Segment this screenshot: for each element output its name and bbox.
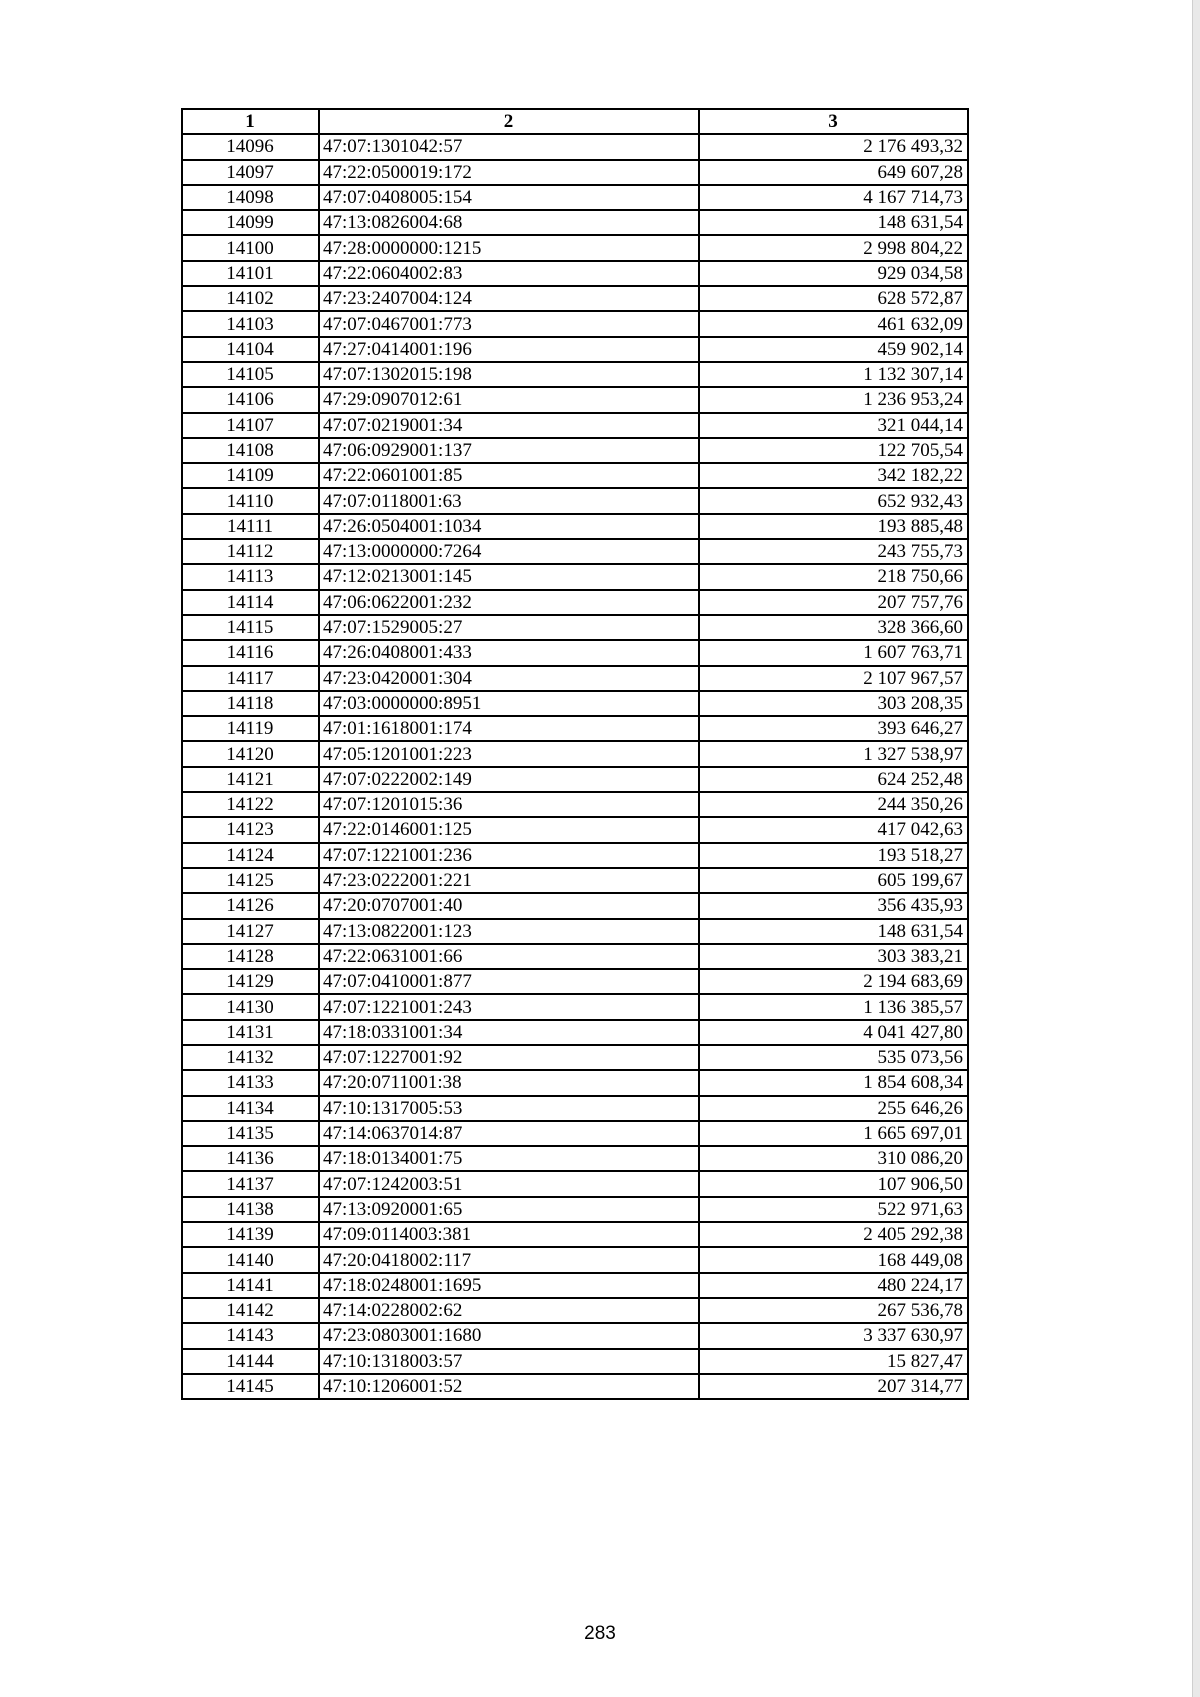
cadastral-number-cell: 47:26:0408001:433	[319, 640, 699, 665]
cadastral-number-cell: 47:26:0504001:1034	[319, 514, 699, 539]
cadastral-number-cell: 47:13:0822001:123	[319, 919, 699, 944]
cadastral-number-cell: 47:03:0000000:8951	[319, 691, 699, 716]
column-header-3: 3	[699, 109, 968, 134]
row-number-cell: 14107	[182, 413, 319, 438]
table-row	[182, 438, 968, 463]
table-row	[182, 261, 968, 286]
cadastral-number-cell: 47:18:0134001:75	[319, 1146, 699, 1171]
cadastral-number-cell: 47:07:1301042:57	[319, 134, 699, 159]
cadastral-number-cell: 47:14:0637014:87	[319, 1121, 699, 1146]
cadastral-number-cell: 47:06:0929001:137	[319, 438, 699, 463]
cadastral-value-cell: 461 632,09	[699, 311, 968, 336]
table-row	[182, 590, 968, 615]
column-header-1: 1	[182, 109, 319, 134]
cadastral-number-cell: 47:18:0331001:34	[319, 1020, 699, 1045]
row-number-cell: 14110	[182, 488, 319, 513]
row-number-cell: 14136	[182, 1146, 319, 1171]
cadastral-number-cell: 47:07:0219001:34	[319, 413, 699, 438]
cadastral-value-cell: 15 827,47	[699, 1349, 968, 1374]
cadastral-number-cell: 47:07:0118001:63	[319, 488, 699, 513]
cadastral-value-cell: 624 252,48	[699, 767, 968, 792]
row-number-cell: 14134	[182, 1096, 319, 1121]
cadastral-value-cell: 356 435,93	[699, 893, 968, 918]
cadastral-value-cell: 929 034,58	[699, 261, 968, 286]
table-row	[182, 311, 968, 336]
row-number-cell: 14119	[182, 716, 319, 741]
row-number-cell: 14142	[182, 1298, 319, 1323]
cadastral-value-cell: 649 607,28	[699, 160, 968, 185]
cadastral-value-cell: 2 107 967,57	[699, 666, 968, 691]
cadastral-value-cell: 168 449,08	[699, 1247, 968, 1272]
row-number-cell: 14139	[182, 1222, 319, 1247]
table-row	[182, 919, 968, 944]
cadastral-number-cell: 47:22:0601001:85	[319, 463, 699, 488]
cadastral-value-cell: 522 971,63	[699, 1197, 968, 1222]
table-row	[182, 185, 968, 210]
row-number-cell: 14125	[182, 868, 319, 893]
cadastral-value-cell: 342 182,22	[699, 463, 968, 488]
row-number-cell: 14099	[182, 210, 319, 235]
table-row	[182, 817, 968, 842]
table-row	[182, 1349, 968, 1374]
cadastral-value-cell: 628 572,87	[699, 286, 968, 311]
cadastral-number-cell: 47:01:1618001:174	[319, 716, 699, 741]
cadastral-value-cell: 1 607 763,71	[699, 640, 968, 665]
cadastral-value-cell: 107 906,50	[699, 1171, 968, 1196]
table-row	[182, 691, 968, 716]
cadastral-number-cell: 47:23:0420001:304	[319, 666, 699, 691]
cadastral-value-cell: 321 044,14	[699, 413, 968, 438]
cadastral-value-cell: 3 337 630,97	[699, 1323, 968, 1348]
cadastral-number-cell: 47:20:0707001:40	[319, 893, 699, 918]
cadastral-value-cell: 1 136 385,57	[699, 994, 968, 1019]
table-row	[182, 1197, 968, 1222]
table-row	[182, 969, 968, 994]
cadastral-value-cell: 122 705,54	[699, 438, 968, 463]
cadastral-value-cell: 148 631,54	[699, 210, 968, 235]
row-number-cell: 14121	[182, 767, 319, 792]
cadastral-number-cell: 47:12:0213001:145	[319, 564, 699, 589]
row-number-cell: 14140	[182, 1247, 319, 1272]
table-row	[182, 337, 968, 362]
cadastral-value-cell: 303 208,35	[699, 691, 968, 716]
cadastral-number-cell: 47:07:1221001:243	[319, 994, 699, 1019]
cadastral-number-cell: 47:28:0000000:1215	[319, 235, 699, 260]
row-number-cell: 14129	[182, 969, 319, 994]
cadastral-number-cell: 47:22:0631001:66	[319, 944, 699, 969]
cadastral-value-cell: 1 665 697,01	[699, 1121, 968, 1146]
table-row	[182, 413, 968, 438]
table-row	[182, 1020, 968, 1045]
row-number-cell: 14103	[182, 311, 319, 336]
row-number-cell: 14112	[182, 539, 319, 564]
cadastral-value-cell: 2 194 683,69	[699, 969, 968, 994]
table-row	[182, 666, 968, 691]
cadastral-number-cell: 47:07:0410001:877	[319, 969, 699, 994]
cadastral-value-cell: 243 755,73	[699, 539, 968, 564]
cadastral-number-cell: 47:23:0803001:1680	[319, 1323, 699, 1348]
table-row	[182, 767, 968, 792]
row-number-cell: 14133	[182, 1070, 319, 1095]
row-number-cell: 14128	[182, 944, 319, 969]
table-row	[182, 1374, 968, 1399]
table-row	[182, 539, 968, 564]
row-number-cell: 14100	[182, 235, 319, 260]
table-row	[182, 160, 968, 185]
cadastral-value-cell: 417 042,63	[699, 817, 968, 842]
table-row	[182, 843, 968, 868]
cadastral-value-cell: 207 757,76	[699, 590, 968, 615]
table-body	[182, 134, 968, 1399]
table-row	[182, 640, 968, 665]
cadastral-number-cell: 47:07:0408005:154	[319, 185, 699, 210]
row-number-cell: 14123	[182, 817, 319, 842]
page-edge-border	[1192, 0, 1200, 1697]
table-row	[182, 1045, 968, 1070]
cadastral-value-cell: 1 854 608,34	[699, 1070, 968, 1095]
table-row	[182, 868, 968, 893]
cadastral-number-cell: 47:07:1221001:236	[319, 843, 699, 868]
table-row	[182, 1096, 968, 1121]
row-number-cell: 14145	[182, 1374, 319, 1399]
table-row	[182, 1298, 968, 1323]
cadastral-number-cell: 47:23:0222001:221	[319, 868, 699, 893]
table-row	[182, 514, 968, 539]
row-number-cell: 14117	[182, 666, 319, 691]
table-row	[182, 792, 968, 817]
cadastral-number-cell: 47:27:0414001:196	[319, 337, 699, 362]
row-number-cell: 14102	[182, 286, 319, 311]
row-number-cell: 14138	[182, 1197, 319, 1222]
table-row	[182, 1121, 968, 1146]
cadastral-value-cell: 535 073,56	[699, 1045, 968, 1070]
row-number-cell: 14126	[182, 893, 319, 918]
row-number-cell: 14111	[182, 514, 319, 539]
cadastral-value-cell: 218 750,66	[699, 564, 968, 589]
row-number-cell: 14104	[182, 337, 319, 362]
cadastral-number-cell: 47:13:0920001:65	[319, 1197, 699, 1222]
cadastral-number-cell: 47:07:0222002:149	[319, 767, 699, 792]
row-number-cell: 14109	[182, 463, 319, 488]
cadastral-value-cell: 2 405 292,38	[699, 1222, 968, 1247]
row-number-cell: 14101	[182, 261, 319, 286]
cadastral-value-cell: 480 224,17	[699, 1273, 968, 1298]
table-row	[182, 488, 968, 513]
table-row	[182, 716, 968, 741]
row-number-cell: 14118	[182, 691, 319, 716]
cadastral-value-cell: 267 536,78	[699, 1298, 968, 1323]
table-row	[182, 615, 968, 640]
row-number-cell: 14127	[182, 919, 319, 944]
cadastral-number-cell: 47:22:0604002:83	[319, 261, 699, 286]
cadastral-value-cell: 4 041 427,80	[699, 1020, 968, 1045]
cadastral-value-cell: 652 932,43	[699, 488, 968, 513]
table-row	[182, 387, 968, 412]
row-number-cell: 14143	[182, 1323, 319, 1348]
table-row	[182, 235, 968, 260]
row-number-cell: 14115	[182, 615, 319, 640]
cadastral-number-cell: 47:13:0826004:68	[319, 210, 699, 235]
table-row	[182, 210, 968, 235]
cadastral-value-cell: 393 646,27	[699, 716, 968, 741]
cadastral-value-cell: 2 998 804,22	[699, 235, 968, 260]
row-number-cell: 14132	[182, 1045, 319, 1070]
cadastral-value-cell: 193 518,27	[699, 843, 968, 868]
table-row	[182, 1222, 968, 1247]
page-number: 283	[584, 1623, 616, 1644]
row-number-cell: 14097	[182, 160, 319, 185]
cadastral-number-cell: 47:10:1317005:53	[319, 1096, 699, 1121]
cadastral-value-cell: 459 902,14	[699, 337, 968, 362]
cadastral-number-cell: 47:09:0114003:381	[319, 1222, 699, 1247]
cadastral-value-cell: 148 631,54	[699, 919, 968, 944]
cadastral-number-cell: 47:07:1201015:36	[319, 792, 699, 817]
table-row	[182, 286, 968, 311]
cadastral-number-cell: 47:14:0228002:62	[319, 1298, 699, 1323]
cadastral-number-cell: 47:07:1242003:51	[319, 1171, 699, 1196]
row-number-cell: 14113	[182, 564, 319, 589]
table-row	[182, 1323, 968, 1348]
table-row	[182, 1171, 968, 1196]
table-row	[182, 1247, 968, 1272]
cadastral-number-cell: 47:06:0622001:232	[319, 590, 699, 615]
row-number-cell: 14135	[182, 1121, 319, 1146]
cadastral-value-cell: 193 885,48	[699, 514, 968, 539]
cadastral-number-cell: 47:18:0248001:1695	[319, 1273, 699, 1298]
table-row	[182, 994, 968, 1019]
table-row	[182, 1070, 968, 1095]
cadastral-number-cell: 47:23:2407004:124	[319, 286, 699, 311]
cadastral-number-cell: 47:07:0467001:773	[319, 311, 699, 336]
row-number-cell: 14137	[182, 1171, 319, 1196]
cadastral-value-cell: 4 167 714,73	[699, 185, 968, 210]
row-number-cell: 14105	[182, 362, 319, 387]
cadastral-value-cell: 303 383,21	[699, 944, 968, 969]
cadastral-value-table	[181, 108, 969, 1400]
row-number-cell: 14144	[182, 1349, 319, 1374]
row-number-cell: 14106	[182, 387, 319, 412]
row-number-cell: 14096	[182, 134, 319, 159]
cadastral-number-cell: 47:07:1302015:198	[319, 362, 699, 387]
table-row	[182, 944, 968, 969]
table-row	[182, 362, 968, 387]
row-number-cell: 14122	[182, 792, 319, 817]
cadastral-number-cell: 47:22:0500019:172	[319, 160, 699, 185]
table-header-row	[182, 109, 968, 134]
row-number-cell: 14130	[182, 994, 319, 1019]
cadastral-value-cell: 207 314,77	[699, 1374, 968, 1399]
row-number-cell: 14124	[182, 843, 319, 868]
row-number-cell: 14141	[182, 1273, 319, 1298]
row-number-cell: 14131	[182, 1020, 319, 1045]
cadastral-number-cell: 47:05:1201001:223	[319, 741, 699, 766]
column-header-2: 2	[319, 109, 699, 134]
row-number-cell: 14120	[182, 741, 319, 766]
cadastral-value-cell: 255 646,26	[699, 1096, 968, 1121]
cadastral-value-cell: 605 199,67	[699, 868, 968, 893]
cadastral-value-cell: 1 236 953,24	[699, 387, 968, 412]
cadastral-value-cell: 244 350,26	[699, 792, 968, 817]
cadastral-number-cell: 47:22:0146001:125	[319, 817, 699, 842]
cadastral-number-cell: 47:10:1318003:57	[319, 1349, 699, 1374]
cadastral-number-cell: 47:07:1227001:92	[319, 1045, 699, 1070]
cadastral-value-cell: 1 132 307,14	[699, 362, 968, 387]
table-row	[182, 1273, 968, 1298]
table-row	[182, 1146, 968, 1171]
table-row	[182, 463, 968, 488]
table-row	[182, 893, 968, 918]
cadastral-value-cell: 1 327 538,97	[699, 741, 968, 766]
table-row	[182, 564, 968, 589]
row-number-cell: 14114	[182, 590, 319, 615]
cadastral-number-cell: 47:20:0711001:38	[319, 1070, 699, 1095]
table-row	[182, 134, 968, 159]
cadastral-number-cell: 47:07:1529005:27	[319, 615, 699, 640]
table-row	[182, 741, 968, 766]
cadastral-value-cell: 2 176 493,32	[699, 134, 968, 159]
cadastral-value-cell: 328 366,60	[699, 615, 968, 640]
row-number-cell: 14098	[182, 185, 319, 210]
cadastral-number-cell: 47:20:0418002:117	[319, 1247, 699, 1272]
row-number-cell: 14116	[182, 640, 319, 665]
row-number-cell: 14108	[182, 438, 319, 463]
cadastral-value-cell: 310 086,20	[699, 1146, 968, 1171]
cadastral-number-cell: 47:13:0000000:7264	[319, 539, 699, 564]
cadastral-number-cell: 47:29:0907012:61	[319, 387, 699, 412]
cadastral-number-cell: 47:10:1206001:52	[319, 1374, 699, 1399]
